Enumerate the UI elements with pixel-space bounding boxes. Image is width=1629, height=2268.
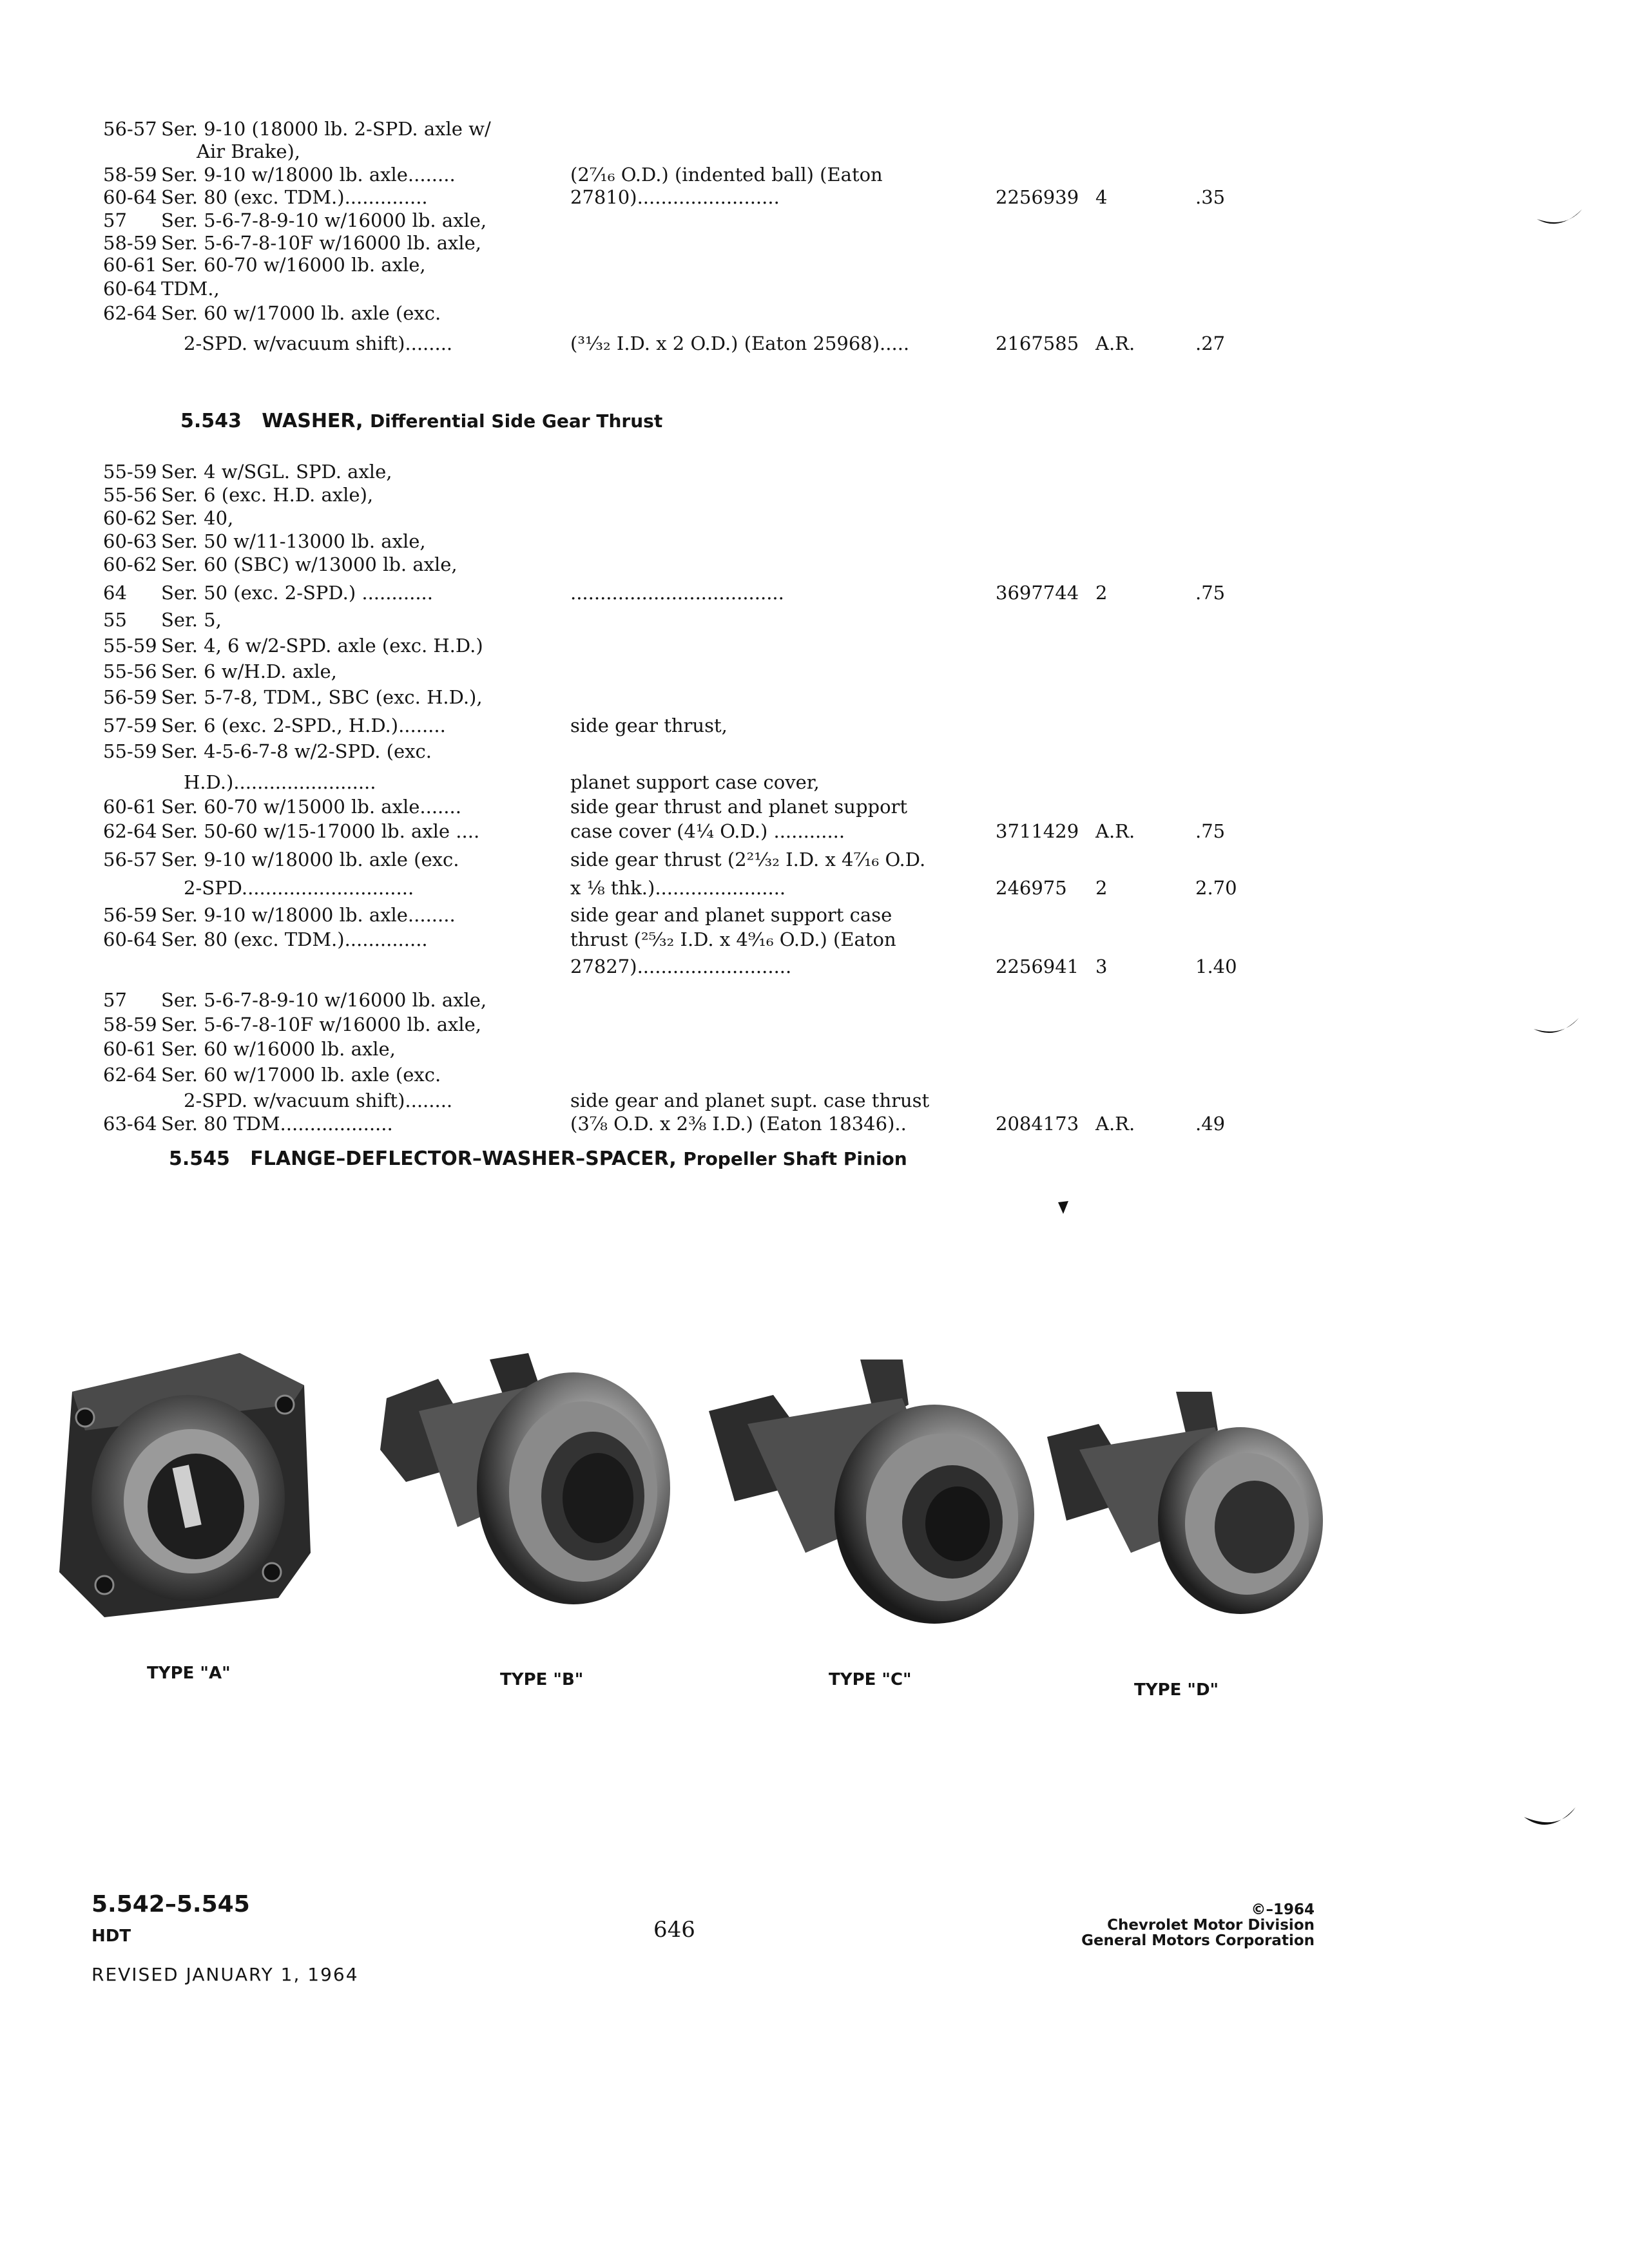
section-number: 5.545: [169, 1148, 230, 1170]
part-number: 2256941: [996, 956, 1079, 977]
footer-section-range: 5.542–5.545: [92, 1891, 250, 1917]
type-b-label: TYPE "B": [500, 1670, 584, 1689]
part-description: thrust (²⁵⁄₃₂ I.D. x 4⁹⁄₁₆ O.D.) (Eaton: [570, 928, 896, 950]
parts-row: [0, 552, 1629, 577]
model-year: 60-63: [103, 530, 157, 552]
parts-row: [0, 738, 1629, 764]
parts-row: [0, 658, 1629, 684]
model-year: 55-56: [103, 484, 157, 506]
part-description: 27827)..........................: [570, 956, 792, 977]
parts-row: [0, 987, 1629, 1013]
model-year: 57: [103, 989, 127, 1011]
part-description: (3⅞ O.D. x 2⅜ I.D.) (Eaton 18346)..: [570, 1113, 907, 1135]
part-description: (³¹⁄₃₂ I.D. x 2 O.D.) (Eaton 25968).....: [570, 332, 910, 354]
part-number: 2167585: [996, 332, 1079, 354]
section-title: FLANGE–DEFLECTOR–WASHER–SPACER,: [250, 1148, 677, 1170]
type-c-label: TYPE "C": [829, 1670, 912, 1689]
price: .27: [1195, 332, 1226, 354]
footer-revised-date: REVISED JANUARY 1, 1964: [92, 1964, 359, 1985]
model-year: 57: [103, 209, 127, 231]
binder-ring-mark: [1534, 206, 1585, 238]
parts-row: [0, 482, 1629, 508]
model-year: 62-64: [103, 820, 157, 842]
quantity: 2: [1095, 877, 1108, 899]
series-description: Ser. 60-70 w/15000 lb. axle.......: [161, 796, 461, 818]
parts-row: [0, 528, 1629, 554]
series-description: Ser. 4, 6 w/2-SPD. axle (exc. H.D.): [161, 635, 483, 657]
series-description: Ser. 5-6-7-8-10F w/16000 lb. axle,: [161, 231, 482, 254]
series-description: Ser. 40,: [161, 507, 234, 529]
flange-type-a-image: [46, 1340, 317, 1624]
section-title: WASHER,: [262, 410, 363, 432]
parts-row: [0, 1036, 1629, 1062]
model-year: 56-57: [103, 849, 157, 870]
model-year: 63-64: [103, 1113, 157, 1135]
flange-type-c-image: [709, 1360, 1044, 1630]
series-description: Ser. 60 w/17000 lb. axle (exc.: [161, 302, 441, 324]
series-description: Ser. 60-70 w/16000 lb. axle,: [161, 254, 426, 276]
model-year: 60-62: [103, 553, 157, 575]
part-description: x ⅛ thk.)......................: [570, 877, 786, 899]
price: 2.70: [1195, 877, 1237, 899]
part-number: 3711429: [996, 820, 1079, 842]
model-year: 55-59: [103, 740, 157, 762]
parts-row: [0, 300, 1629, 326]
parts-row: [0, 331, 1629, 356]
part-description: side gear thrust (2²¹⁄₃₂ I.D. x 4⁷⁄₁₆ O.D.: [570, 849, 926, 870]
part-description: (2⁷⁄₁₆ O.D.) (indented ball) (Eaton: [570, 164, 883, 186]
part-description: side gear and planet supt. case thrust: [570, 1090, 930, 1111]
type-a-label: TYPE "A": [147, 1664, 231, 1683]
model-year: 60-64: [103, 186, 157, 208]
series-description: Air Brake),: [197, 140, 301, 162]
price: .49: [1195, 1113, 1226, 1135]
model-year: 62-64: [103, 1064, 157, 1086]
parts-row: [0, 633, 1629, 658]
series-description: Ser. 80 (exc. TDM.)..............: [161, 928, 428, 950]
part-description: case cover (4¼ O.D.) ............: [570, 820, 845, 842]
series-description: Ser. 60 w/16000 lb. axle,: [161, 1038, 396, 1060]
model-year: 60-62: [103, 507, 157, 529]
part-description: side gear thrust and planet support: [570, 796, 908, 818]
model-year: 55-56: [103, 660, 157, 682]
series-description: Ser. 4 w/SGL. SPD. axle,: [161, 461, 392, 483]
model-year: 60-61: [103, 254, 157, 276]
parts-row: [0, 954, 1629, 979]
series-description: Ser. 5,: [161, 609, 222, 631]
part-number: 2256939: [996, 186, 1079, 208]
model-year: 56-59: [103, 686, 157, 708]
page-number: 646: [653, 1917, 695, 1943]
quantity: 4: [1095, 186, 1108, 208]
series-description: Ser. 9-10 w/18000 lb. axle (exc.: [161, 849, 459, 870]
parts-row: [0, 1062, 1629, 1088]
series-description: Ser. 9-10 w/18000 lb. axle........: [161, 164, 456, 186]
model-year: 56-59: [103, 904, 157, 926]
model-year: 58-59: [103, 164, 157, 186]
series-description: Ser. 6 (exc. 2-SPD., H.D.)........: [161, 715, 446, 736]
model-year: 55-59: [103, 461, 157, 483]
series-description: 2-SPD.............................: [184, 877, 414, 899]
series-description: Ser. 4-5-6-7-8 w/2-SPD. (exc.: [161, 740, 432, 762]
series-description: H.D.)........................: [184, 771, 376, 793]
series-description: Ser. 9-10 (18000 lb. 2-SPD. axle w/: [161, 118, 491, 140]
part-description: 27810)........................: [570, 186, 780, 208]
flange-type-b-image: [380, 1353, 677, 1611]
section-subtitle: Differential Side Gear Thrust: [369, 410, 663, 432]
quantity: 2: [1095, 582, 1108, 604]
parts-row: [0, 902, 1629, 928]
section-heading-5-545: [169, 1148, 907, 1170]
type-d-label: TYPE "D": [1134, 1680, 1219, 1700]
part-description: ....................................: [570, 582, 784, 604]
binder-ring-mark: [1521, 1804, 1579, 1843]
parts-row: [0, 607, 1629, 633]
series-description: Ser. 5-7-8, TDM., SBC (exc. H.D.),: [161, 686, 483, 708]
flange-type-d-image: [1047, 1392, 1331, 1624]
parts-row: [0, 505, 1629, 531]
model-year: 55-59: [103, 635, 157, 657]
series-description: Ser. 5-6-7-8-9-10 w/16000 lb. axle,: [161, 989, 487, 1011]
model-year: 58-59: [103, 231, 157, 254]
price: .75: [1195, 582, 1226, 604]
series-description: 2-SPD. w/vacuum shift)........: [184, 332, 453, 354]
quantity: A.R.: [1095, 332, 1135, 354]
binder-ring-mark: [1530, 1015, 1582, 1047]
parts-row: [0, 580, 1629, 606]
parts-row: [0, 139, 1629, 164]
price: .35: [1195, 186, 1226, 208]
model-year: 60-61: [103, 1038, 157, 1060]
parts-row: [0, 684, 1629, 710]
series-description: Ser. 5-6-7-8-9-10 w/16000 lb. axle,: [161, 209, 487, 231]
flange-photo-strip: [0, 1340, 1629, 1740]
parts-row: [0, 459, 1629, 485]
part-description: planet support case cover,: [570, 771, 820, 793]
parts-row: [0, 252, 1629, 278]
quantity: A.R.: [1095, 1113, 1135, 1135]
model-year: 60-61: [103, 796, 157, 818]
series-description: Ser. 50 w/11-13000 lb. axle,: [161, 530, 426, 552]
parts-row: [0, 1111, 1629, 1137]
parts-row: [0, 276, 1629, 302]
section-subtitle: Propeller Shaft Pinion: [683, 1148, 907, 1169]
parts-row: [0, 818, 1629, 844]
part-number: 246975: [996, 877, 1067, 899]
series-description: Ser. 9-10 w/18000 lb. axle........: [161, 904, 456, 926]
series-description: Ser. 80 TDM...................: [161, 1113, 393, 1135]
price: 1.40: [1195, 956, 1237, 977]
footer-division: Chevrolet Motor Division: [1107, 1917, 1315, 1934]
series-description: 2-SPD. w/vacuum shift)........: [184, 1090, 453, 1111]
series-description: Ser. 50-60 w/15-17000 lb. axle ....: [161, 820, 480, 842]
model-year: 55: [103, 609, 127, 631]
section-heading-5-543: [180, 410, 662, 432]
series-description: Ser. 60 w/17000 lb. axle (exc.: [161, 1064, 441, 1086]
price: .75: [1195, 820, 1226, 842]
model-year: 60-64: [103, 277, 157, 300]
section-number: 5.543: [180, 410, 242, 432]
parts-row: [0, 1012, 1629, 1037]
parts-row: [0, 1088, 1629, 1113]
part-description: side gear thrust,: [570, 715, 728, 736]
model-year: 60-64: [103, 928, 157, 950]
model-year: 56-57: [103, 118, 157, 140]
series-description: Ser. 80 (exc. TDM.)..............: [161, 186, 428, 208]
model-year: 62-64: [103, 302, 157, 324]
part-description: side gear and planet support case: [570, 904, 892, 926]
model-year: 64: [103, 582, 127, 604]
footer-corporation: General Motors Corporation: [1081, 1932, 1315, 1949]
quantity: 3: [1095, 956, 1108, 977]
footer-copyright: ©–1964: [1251, 1901, 1315, 1918]
parts-row: [0, 847, 1629, 872]
part-number: 3697744: [996, 582, 1079, 604]
parts-row: [0, 769, 1629, 795]
series-description: Ser. 6 (exc. H.D. axle),: [161, 484, 374, 506]
series-description: Ser. 6 w/H.D. axle,: [161, 660, 337, 682]
ink-spot-mark: [1057, 1200, 1070, 1215]
series-description: Ser. 60 (SBC) w/13000 lb. axle,: [161, 553, 458, 575]
model-year: 57-59: [103, 715, 157, 736]
model-year: 58-59: [103, 1014, 157, 1035]
parts-row: [0, 927, 1629, 952]
series-description: TDM.,: [161, 277, 220, 300]
series-description: Ser. 50 (exc. 2-SPD.) ............: [161, 582, 433, 604]
parts-row: [0, 713, 1629, 738]
parts-row: [0, 875, 1629, 901]
footer-series: HDT: [92, 1927, 131, 1946]
parts-row: [0, 184, 1629, 210]
part-number: 2084173: [996, 1113, 1079, 1135]
parts-row: [0, 794, 1629, 820]
quantity: A.R.: [1095, 820, 1135, 842]
series-description: Ser. 5-6-7-8-10F w/16000 lb. axle,: [161, 1014, 482, 1035]
